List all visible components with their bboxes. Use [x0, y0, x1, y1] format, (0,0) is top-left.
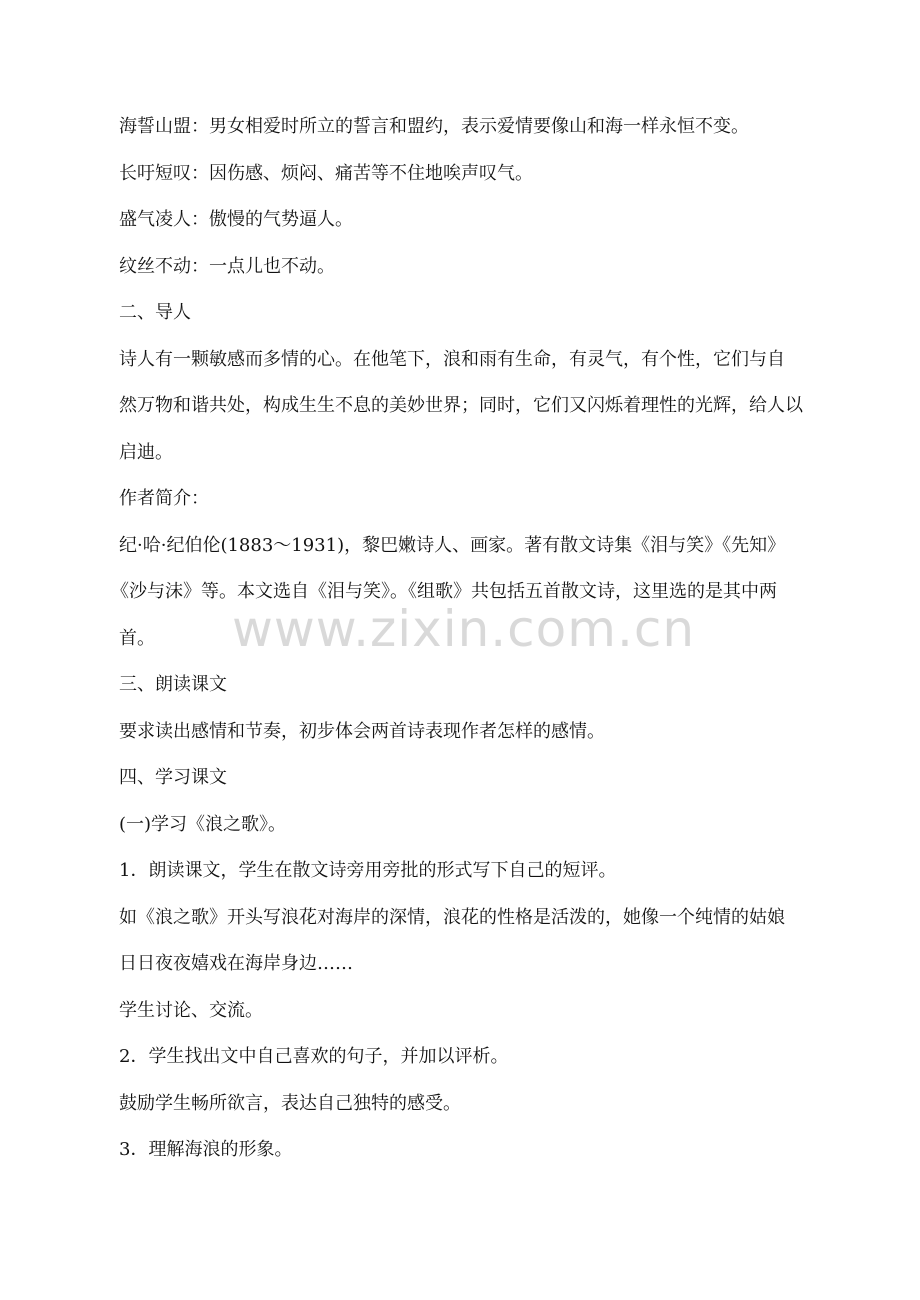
paragraph-line: 纪·哈·纪伯伦(1883～1931)，黎巴嫩诗人、画家。著有散文诗集《泪与笑》《先知》: [119, 534, 786, 556]
paragraph-reading-requirement: 要求读出感情和节奏，初步体会两首诗表现作者怎样的感情。: [119, 720, 605, 742]
watermark: www.zixin.com.cn: [232, 600, 696, 658]
paragraph-line: 首。: [119, 627, 155, 649]
step-1: 1．朗读课文，学生在散文诗旁用旁批的形式写下自己的短评。: [119, 860, 617, 881]
paragraph-line: 然万物和谐共处，构成生生不息的美妙世界；同时，它们又闪烁着理性的光辉，给人以: [119, 395, 803, 416]
paragraph-example: [119, 895, 809, 988]
subsection-heading-langzhige: (一)学习《浪之歌》。: [119, 813, 287, 835]
step-3: 3．理解海浪的形象。: [119, 1139, 293, 1160]
paragraph-shengqilingren: 盛气凌人：傲慢的气势逼人。: [119, 209, 353, 230]
paragraph-discussion: 学生讨论、交流。: [119, 999, 263, 1021]
document-body: [111, 104, 809, 1174]
paragraph-line: 启迪。: [119, 441, 173, 463]
paragraph-author-bio: [111, 523, 809, 663]
paragraph-line: 如《浪之歌》开头写浪花对海岸的深情，浪花的性格是活泼的，她像一个纯情的姑娘: [119, 906, 785, 928]
section-heading-xuexi: 四、学习课文: [119, 767, 227, 788]
paragraph-changxuduantan: 长吁短叹：因伤感、烦闷、痛苦等不住地唉声叹气。: [119, 162, 533, 184]
paragraph-introduction: [119, 337, 809, 477]
step-2: 2．学生找出文中自己喜欢的句子，并加以评析。: [119, 1046, 509, 1067]
paragraph-line: 诗人有一颗敏感而多情的心。在他笔下，浪和雨有生命，有灵气，有个性，它们与自: [119, 348, 785, 370]
paragraph-haishishanmeng: 海誓山盟：男女相爱时所立的誓言和盟约，表示爱情要像山和海一样永恒不变。: [119, 116, 749, 137]
section-heading-langdu: 三、朗读课文: [119, 674, 227, 695]
author-intro-heading: 作者简介：: [119, 488, 209, 509]
paragraph-line: 《沙与沫》等。本文选自《泪与笑》。《组歌》共包括五首散文诗，这里选的是其中两: [111, 581, 777, 602]
paragraph-encourage: 鼓励学生畅所欲言，表达自己独特的感受。: [119, 1092, 461, 1114]
paragraph-line: 日日夜夜嬉戏在海岸身边……: [119, 953, 353, 974]
paragraph-wensibudong: 纹丝不动：一点儿也不动。: [119, 255, 335, 277]
section-heading-daoren: 二、导人: [119, 302, 191, 323]
